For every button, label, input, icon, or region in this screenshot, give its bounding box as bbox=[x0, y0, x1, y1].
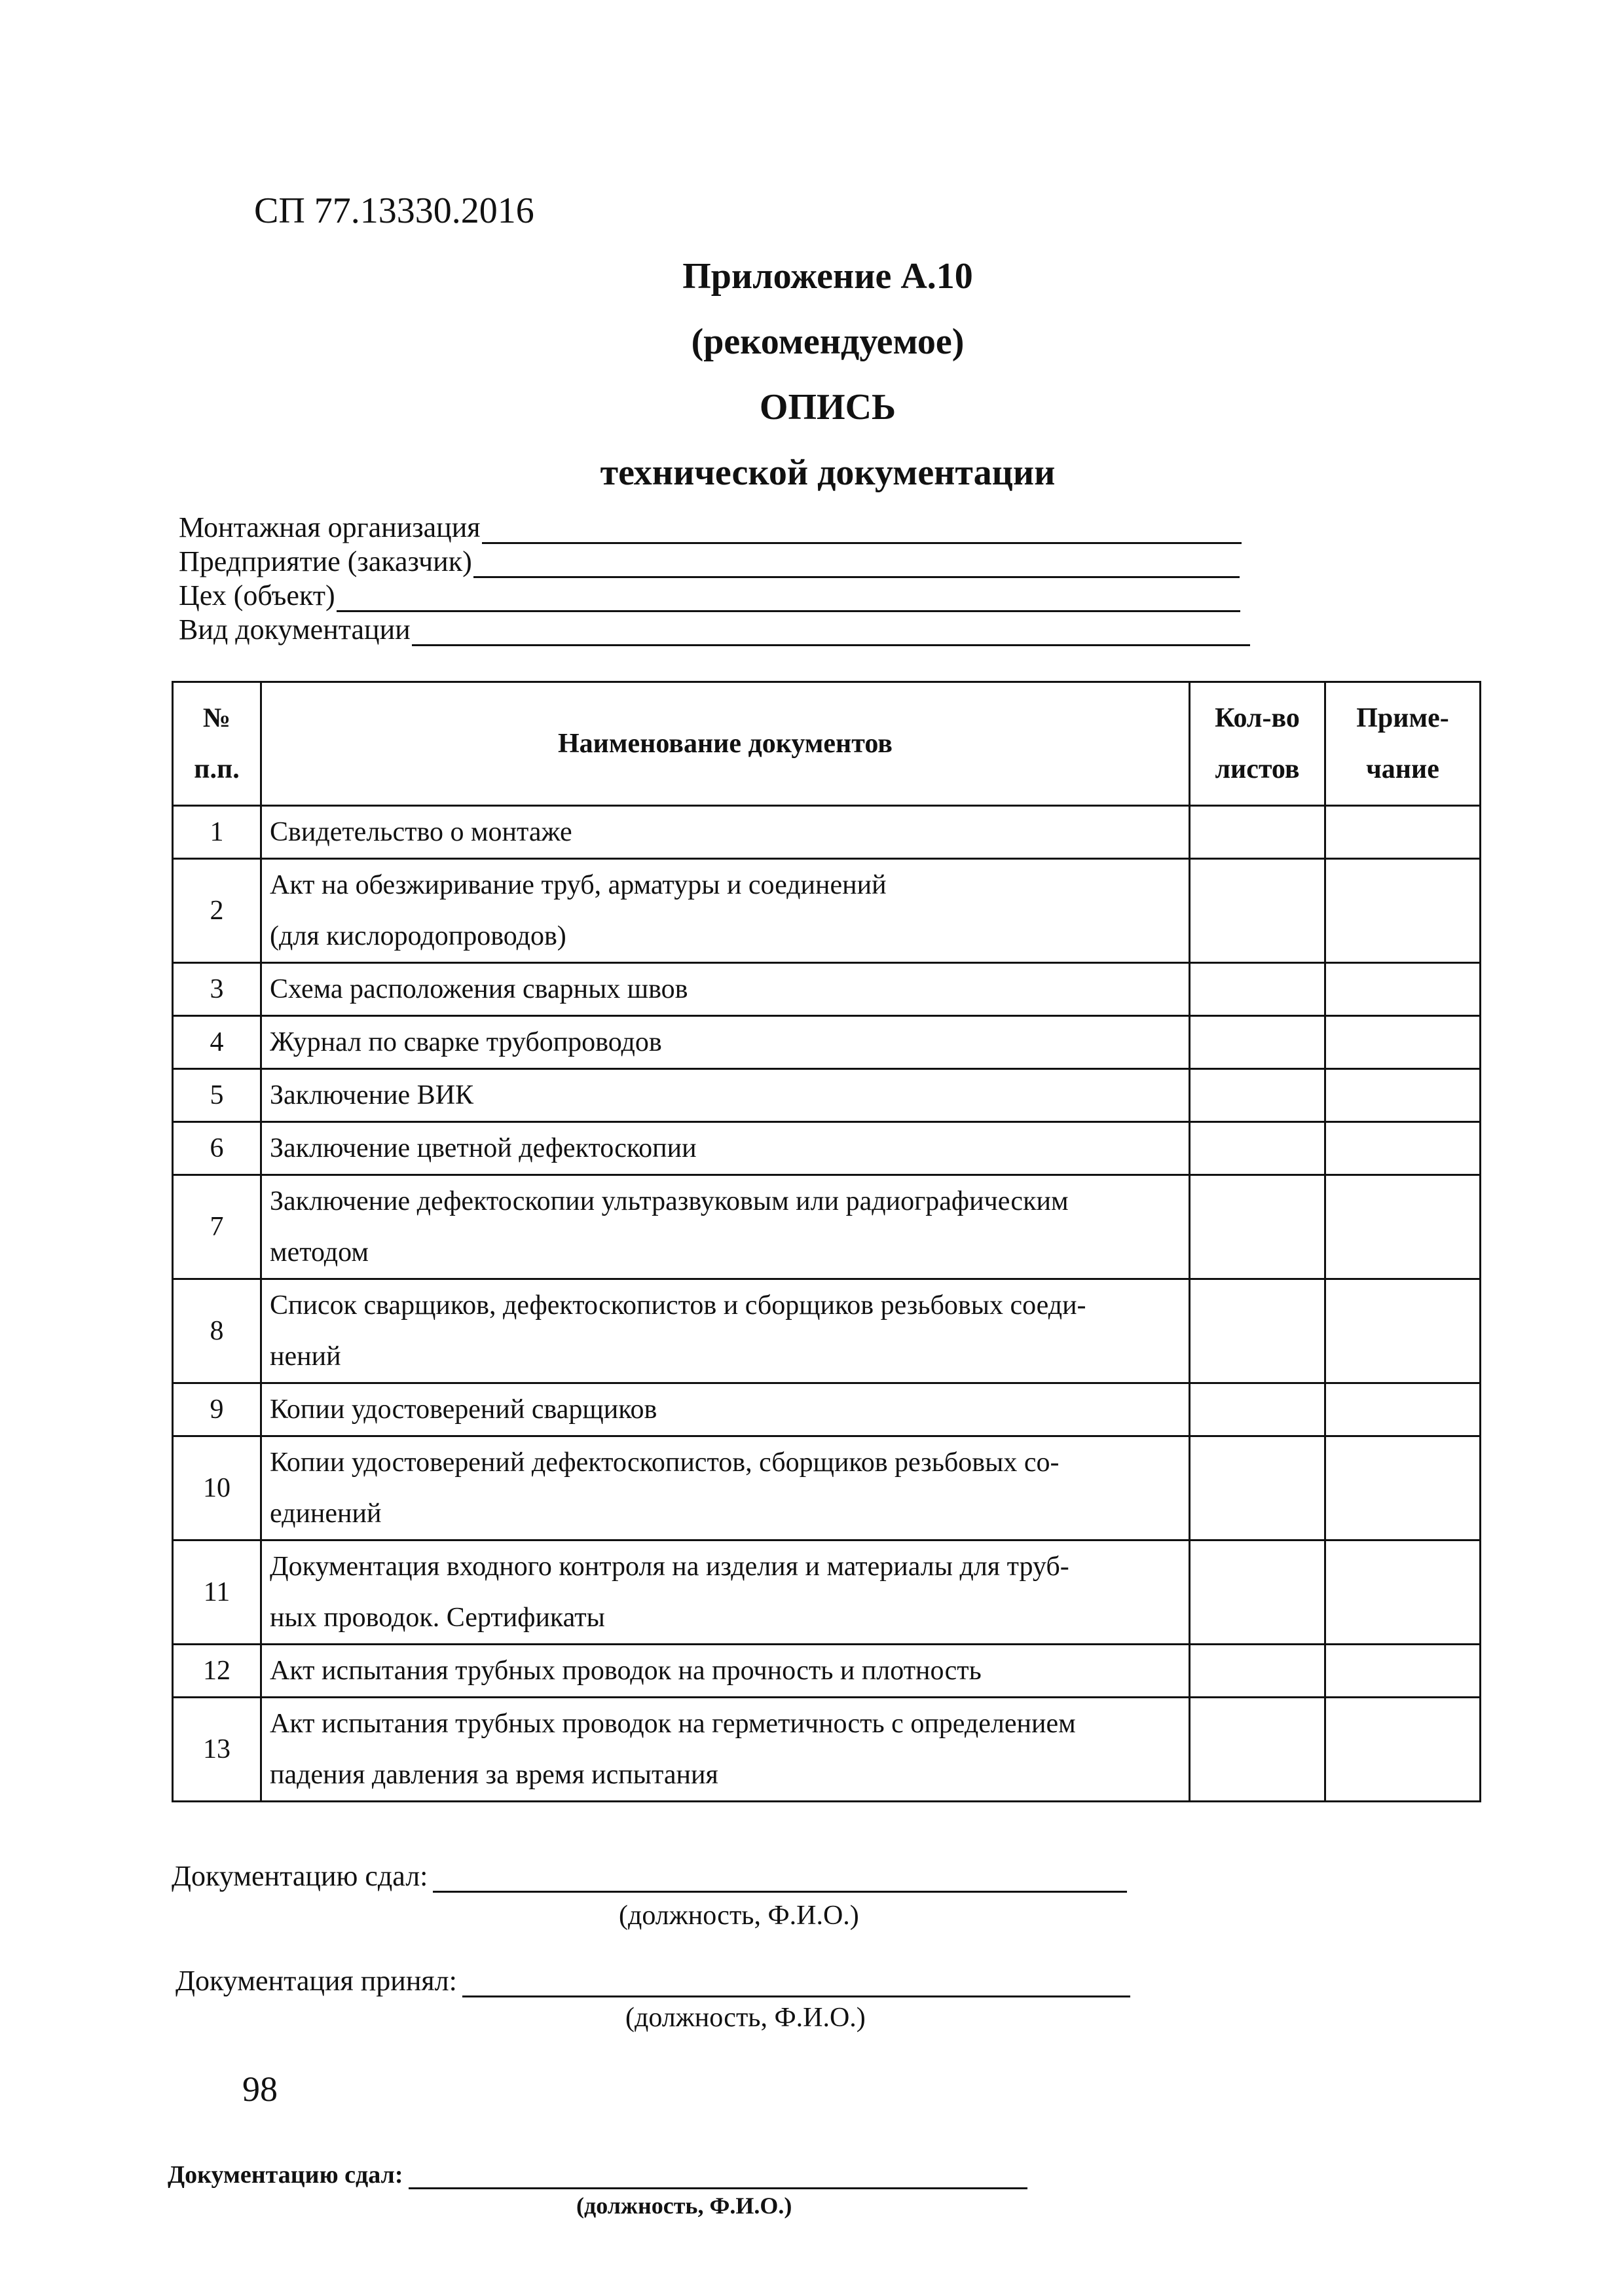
name-line: Акт на обезжиривание труб, арматуры и соединений bbox=[270, 870, 887, 900]
row-note[interactable] bbox=[1325, 963, 1481, 1016]
name-line: Акт испытания трубных проводок на прочность и плотность bbox=[270, 1656, 982, 1686]
row-document-name bbox=[261, 1122, 1190, 1175]
row-sheet-count[interactable] bbox=[1190, 859, 1325, 963]
row-note[interactable] bbox=[1325, 1175, 1481, 1279]
table-row bbox=[173, 1175, 1481, 1279]
table-row bbox=[173, 1698, 1481, 1802]
header-qty-line1: Кол-во bbox=[1215, 703, 1300, 733]
row-number: 12 bbox=[173, 1645, 261, 1698]
fill-line[interactable] bbox=[473, 550, 1240, 578]
row-sheet-count[interactable] bbox=[1190, 1016, 1325, 1069]
table-row bbox=[173, 1122, 1481, 1175]
field-label: Цех (объект) bbox=[179, 579, 335, 611]
accepted-signature bbox=[175, 1964, 1130, 1997]
row-sheet-count[interactable] bbox=[1190, 1383, 1325, 1436]
name-line: Схема расположения сварных швов bbox=[270, 974, 688, 1004]
fill-line[interactable] bbox=[482, 516, 1242, 544]
name-line: Заключение ВИК bbox=[270, 1080, 474, 1110]
row-number: 5 bbox=[173, 1069, 261, 1122]
page-number: 98 bbox=[242, 2069, 278, 2109]
field-customer bbox=[179, 545, 1240, 578]
row-number: 8 bbox=[173, 1279, 261, 1383]
accepted-caption: (должность, Ф.И.О.) bbox=[625, 2003, 866, 2033]
header-note bbox=[1325, 682, 1481, 806]
table-row bbox=[173, 1069, 1481, 1122]
header-num-line2: п.п. bbox=[194, 754, 240, 784]
header-note-line2: чание bbox=[1366, 754, 1439, 784]
accepted-label: Документация принял: bbox=[175, 1965, 457, 1997]
row-document-name bbox=[261, 1540, 1190, 1645]
name-line: Акт испытания трубных проводок на герметичность с определением bbox=[270, 1709, 1076, 1739]
row-note[interactable] bbox=[1325, 1383, 1481, 1436]
row-note[interactable] bbox=[1325, 1069, 1481, 1122]
field-doc-type bbox=[179, 613, 1250, 646]
fill-line[interactable] bbox=[412, 618, 1250, 646]
row-document-name bbox=[261, 1069, 1190, 1122]
handed-over-label: Документацию сдал: bbox=[172, 1860, 428, 1892]
name-line: Список сварщиков, дефектоскопистов и сборщиков резьбовых соеди- bbox=[270, 1290, 1086, 1321]
row-note[interactable] bbox=[1325, 1436, 1481, 1540]
field-label: Вид документации bbox=[179, 613, 411, 646]
name-line: Свидетельство о монтаже bbox=[270, 817, 572, 847]
recommended-note: (рекомендуемое) bbox=[691, 321, 965, 362]
name-line: падения давления за время испытания bbox=[270, 1760, 718, 1790]
row-note[interactable] bbox=[1325, 1645, 1481, 1698]
field-installation-org bbox=[179, 511, 1242, 544]
row-sheet-count[interactable] bbox=[1190, 1698, 1325, 1802]
table-row bbox=[173, 1016, 1481, 1069]
row-note[interactable] bbox=[1325, 1016, 1481, 1069]
table-row bbox=[173, 1540, 1481, 1645]
fill-line[interactable] bbox=[337, 584, 1240, 612]
row-number: 1 bbox=[173, 806, 261, 859]
name-line: Копии удостоверений сварщиков bbox=[270, 1394, 657, 1425]
field-workshop bbox=[179, 579, 1240, 612]
name-line: ных проводок. Сертификаты bbox=[270, 1603, 605, 1633]
name-line: Копии удостоверений дефектоскопистов, сборщиков резьбовых со- bbox=[270, 1448, 1060, 1478]
row-document-name bbox=[261, 1645, 1190, 1698]
row-sheet-count[interactable] bbox=[1190, 1069, 1325, 1122]
row-note[interactable] bbox=[1325, 1698, 1481, 1802]
documents-table bbox=[172, 681, 1481, 1802]
handed-over-signature bbox=[172, 1859, 1127, 1893]
row-note[interactable] bbox=[1325, 806, 1481, 859]
table-row bbox=[173, 1436, 1481, 1540]
row-document-name bbox=[261, 1016, 1190, 1069]
table-row bbox=[173, 963, 1481, 1016]
table-header-row bbox=[173, 682, 1481, 806]
handed-over-label: Документацию сдал: bbox=[168, 2161, 403, 2189]
header-name: Наименование документов bbox=[261, 682, 1190, 806]
signature-line[interactable] bbox=[409, 2165, 1027, 2189]
table-row bbox=[173, 806, 1481, 859]
header-qty bbox=[1190, 682, 1325, 806]
row-number: 10 bbox=[173, 1436, 261, 1540]
handed-over-caption: (должность, Ф.И.О.) bbox=[619, 1901, 859, 1931]
row-note[interactable] bbox=[1325, 1279, 1481, 1383]
table-row bbox=[173, 1383, 1481, 1436]
table-row bbox=[173, 1645, 1481, 1698]
row-note[interactable] bbox=[1325, 1540, 1481, 1645]
handed-over-caption-duplicate: (должность, Ф.И.О.) bbox=[576, 2193, 792, 2219]
signature-line[interactable] bbox=[462, 1969, 1130, 1997]
row-sheet-count[interactable] bbox=[1190, 806, 1325, 859]
row-sheet-count[interactable] bbox=[1190, 1436, 1325, 1540]
document-title: ОПИСЬ bbox=[759, 387, 896, 428]
row-number: 2 bbox=[173, 859, 261, 963]
row-document-name bbox=[261, 1383, 1190, 1436]
name-line: Журнал по сварке трубопроводов bbox=[270, 1027, 662, 1057]
row-sheet-count[interactable] bbox=[1190, 963, 1325, 1016]
header-qty-line2: листов bbox=[1215, 754, 1300, 784]
field-label: Предприятие (заказчик) bbox=[179, 545, 472, 577]
handed-over-signature-duplicate bbox=[168, 2160, 1027, 2189]
row-number: 13 bbox=[173, 1698, 261, 1802]
standard-code: СП 77.13330.2016 bbox=[254, 191, 534, 231]
row-document-name bbox=[261, 859, 1190, 963]
name-line: Заключение цветной дефектоскопии bbox=[270, 1133, 697, 1163]
field-label: Монтажная организация bbox=[179, 511, 481, 543]
name-line: Документация входного контроля на изделия и материалы для труб- bbox=[270, 1552, 1069, 1582]
header-num bbox=[173, 682, 261, 806]
name-line: (для кислородопроводов) bbox=[270, 921, 566, 951]
row-number: 4 bbox=[173, 1016, 261, 1069]
row-document-name bbox=[261, 1175, 1190, 1279]
table-row bbox=[173, 1279, 1481, 1383]
row-document-name bbox=[261, 1436, 1190, 1540]
row-number: 6 bbox=[173, 1122, 261, 1175]
header-note-line1: Приме- bbox=[1356, 703, 1449, 733]
name-line: нений bbox=[270, 1341, 341, 1372]
appendix-heading: Приложение А.10 bbox=[682, 256, 973, 297]
document-subtitle: технической документации bbox=[600, 452, 1056, 493]
row-document-name bbox=[261, 963, 1190, 1016]
row-note[interactable] bbox=[1325, 1122, 1481, 1175]
row-document-name bbox=[261, 806, 1190, 859]
row-sheet-count[interactable] bbox=[1190, 1645, 1325, 1698]
row-note[interactable] bbox=[1325, 859, 1481, 963]
row-sheet-count[interactable] bbox=[1190, 1122, 1325, 1175]
name-line: методом bbox=[270, 1237, 369, 1267]
row-number: 7 bbox=[173, 1175, 261, 1279]
table-row bbox=[173, 859, 1481, 963]
row-sheet-count[interactable] bbox=[1190, 1279, 1325, 1383]
header-num-line1: № bbox=[202, 703, 231, 733]
name-line: Заключение дефектоскопии ультразвуковым или радиографическим bbox=[270, 1186, 1069, 1216]
signature-line[interactable] bbox=[433, 1865, 1127, 1893]
row-number: 3 bbox=[173, 963, 261, 1016]
row-number: 11 bbox=[173, 1540, 261, 1645]
row-number: 9 bbox=[173, 1383, 261, 1436]
row-sheet-count[interactable] bbox=[1190, 1540, 1325, 1645]
name-line: единений bbox=[270, 1499, 382, 1529]
row-document-name bbox=[261, 1698, 1190, 1802]
row-document-name bbox=[261, 1279, 1190, 1383]
row-sheet-count[interactable] bbox=[1190, 1175, 1325, 1279]
